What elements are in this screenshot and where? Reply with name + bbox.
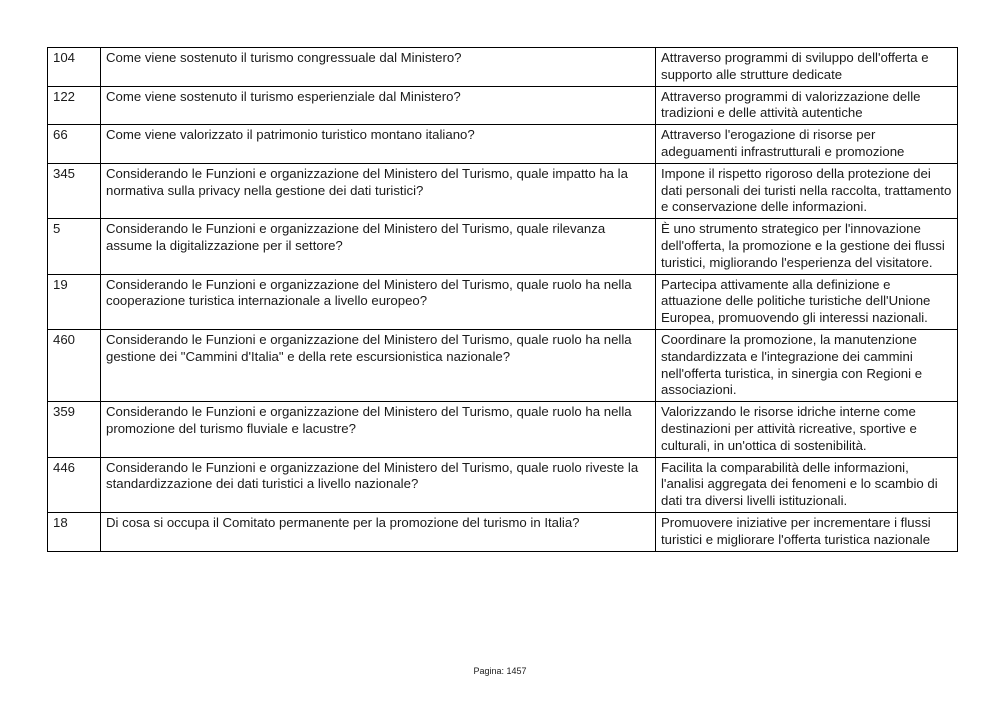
row-number: 359 — [48, 402, 101, 457]
row-number: 5 — [48, 219, 101, 274]
table-row — [48, 402, 958, 457]
answer-cell: Attraverso programmi di valorizzazione delle tradizioni e delle attività autentiche — [656, 86, 958, 125]
question-cell: Come viene sostenuto il turismo congressuale dal Ministero? — [101, 48, 656, 87]
question-cell: Considerando le Funzioni e organizzazione del Ministero del Turismo, quale ruolo ha nella promozione del turismo fluviale e lacustre? — [101, 402, 656, 457]
row-number: 446 — [48, 457, 101, 512]
answer-cell: Coordinare la promozione, la manutenzione standardizzata e l'integrazione dei cammini nell'offerta turistica, in sinergia con Regioni e associazioni. — [656, 329, 958, 401]
answer-cell: Attraverso l'erogazione di risorse per adeguamenti infrastrutturali e promozione — [656, 125, 958, 164]
table-row — [48, 86, 958, 125]
row-number: 345 — [48, 163, 101, 218]
table-row — [48, 274, 958, 329]
row-number: 104 — [48, 48, 101, 87]
answer-cell: Attraverso programmi di sviluppo dell'offerta e supporto alle strutture dedicate — [656, 48, 958, 87]
question-cell: Considerando le Funzioni e organizzazione del Ministero del Turismo, quale ruolo riveste la standardizzazione dei dati turistici a livello nazionale? — [101, 457, 656, 512]
answer-cell: Facilita la comparabilità delle informazioni, l'analisi aggregata dei fenomeni e lo scambio di dati tra diversi livelli istituzionali. — [656, 457, 958, 512]
table-row — [48, 163, 958, 218]
page-number: Pagina: 1457 — [473, 666, 527, 676]
row-number: 66 — [48, 125, 101, 164]
question-cell: Considerando le Funzioni e organizzazione del Ministero del Turismo, quale ruolo ha nella cooperazione turistica internazionale a livello europeo? — [101, 274, 656, 329]
question-cell: Considerando le Funzioni e organizzazione del Ministero del Turismo, quale impatto ha la normativa sulla privacy nella gestione dei dati turistici? — [101, 163, 656, 218]
question-cell: Considerando le Funzioni e organizzazione del Ministero del Turismo, quale ruolo ha nella gestione dei "Cammini d'Italia" e della rete escursionistica nazionale? — [101, 329, 656, 401]
table-row — [48, 512, 958, 551]
answer-cell: Partecipa attivamente alla definizione e attuazione delle politiche turistiche dell'Unione Europea, promuovendo gli interessi nazionali. — [656, 274, 958, 329]
table-row — [48, 457, 958, 512]
question-cell: Di cosa si occupa il Comitato permanente per la promozione del turismo in Italia? — [101, 512, 656, 551]
answer-cell: È uno strumento strategico per l'innovazione dell'offerta, la promozione e la gestione dei flussi turistici, migliorando l'esperienza del visitatore. — [656, 219, 958, 274]
table-row — [48, 48, 958, 87]
answer-cell: Promuovere iniziative per incrementare i flussi turistici e migliorare l'offerta turistica nazionale — [656, 512, 958, 551]
answer-cell: Valorizzando le risorse idriche interne come destinazioni per attività ricreative, sportive e culturali, in un'ottica di sostenibilità. — [656, 402, 958, 457]
question-cell: Come viene sostenuto il turismo esperienziale dal Ministero? — [101, 86, 656, 125]
row-number: 460 — [48, 329, 101, 401]
question-cell: Come viene valorizzato il patrimonio turistico montano italiano? — [101, 125, 656, 164]
row-number: 122 — [48, 86, 101, 125]
row-number: 18 — [48, 512, 101, 551]
answer-cell: Impone il rispetto rigoroso della protezione dei dati personali dei turisti nella raccolta, trattamento e conservazione delle informazioni. — [656, 163, 958, 218]
table-row — [48, 329, 958, 401]
row-number: 19 — [48, 274, 101, 329]
question-cell: Considerando le Funzioni e organizzazione del Ministero del Turismo, quale rilevanza assume la digitalizzazione per il settore? — [101, 219, 656, 274]
table-row — [48, 219, 958, 274]
qa-table — [47, 47, 958, 552]
table-row — [48, 125, 958, 164]
